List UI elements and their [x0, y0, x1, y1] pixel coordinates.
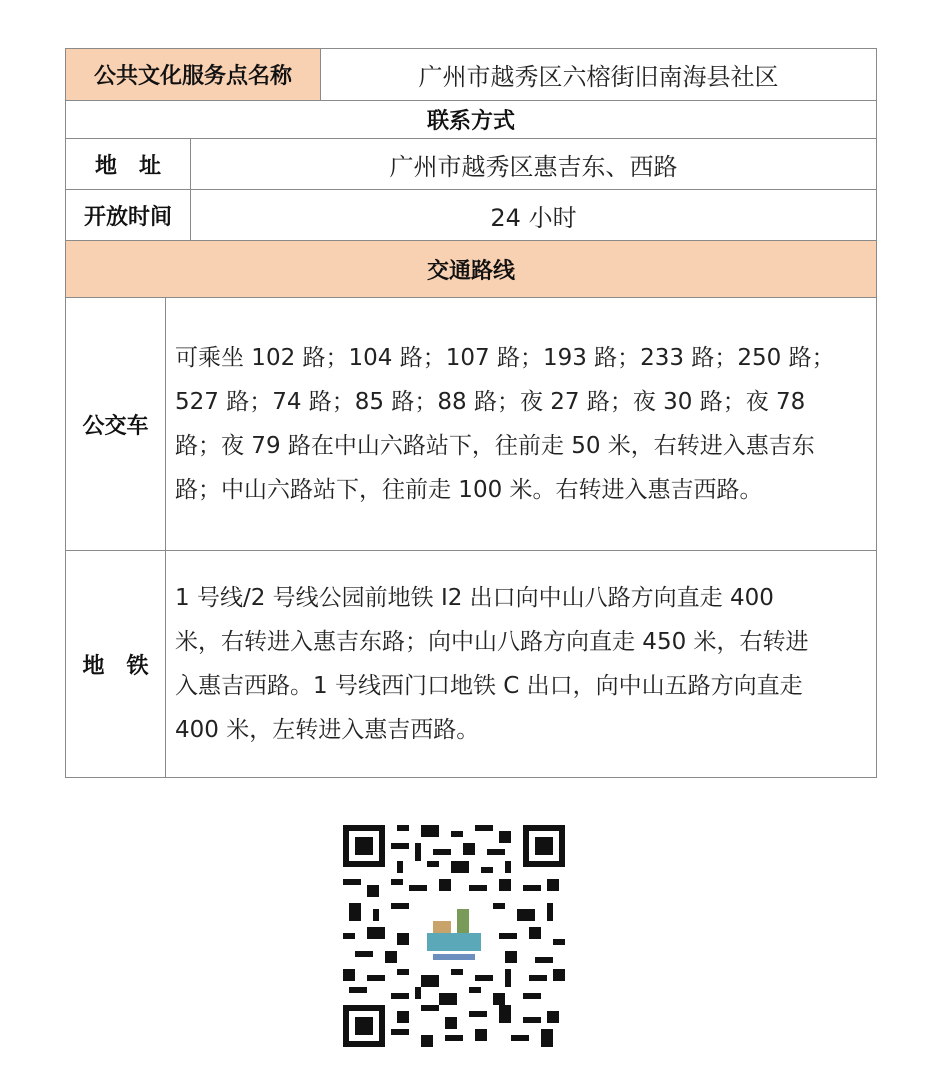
service-name-label: 公共文化服务点名称 — [66, 49, 321, 100]
metro-line: 米，右转进入惠吉东路；向中山八路方向直走 450 米，右转进 — [175, 629, 809, 655]
bus-line: 527 路；74 路；85 路；88 路；夜 27 路；夜 30 路；夜 78 — [175, 389, 806, 415]
hours-label: 开放时间 — [66, 190, 191, 240]
bus-directions — [166, 298, 876, 550]
hours-value: 24 小时 — [490, 203, 577, 232]
transport-header: 交通路线 — [426, 258, 515, 284]
row-service-name — [66, 49, 876, 101]
row-transport-header — [66, 241, 876, 298]
address-value: 广州市越秀区惠吉东、西路 — [389, 152, 678, 181]
bus-line: 可乘坐 102 路；104 路；107 路；193 路；233 路；250 路； — [175, 345, 835, 371]
contact-header: 联系方式 — [426, 109, 515, 134]
row-bus — [66, 298, 876, 551]
info-table — [65, 48, 877, 778]
row-hours — [66, 190, 876, 241]
address-label: 地 址 — [66, 139, 191, 189]
metro-line: 入惠吉西路。1 号线西门口地铁 C 出口，向中山五路方向直走 — [175, 673, 803, 699]
bus-line: 路；夜 79 路在中山六路站下，往前走 50 米，右转进入惠吉东 — [175, 433, 815, 459]
metro-directions — [166, 551, 876, 777]
row-metro — [66, 551, 876, 777]
metro-label: 地 铁 — [66, 551, 166, 777]
row-address — [66, 139, 876, 190]
row-contact-header — [66, 101, 876, 139]
metro-line: 400 米，左转进入惠吉西路。 — [175, 717, 480, 743]
bus-label: 公交车 — [66, 298, 166, 550]
bus-line: 路；中山六路站下，往前走 100 米。右转进入惠吉西路。 — [175, 477, 763, 503]
qr-code-icon — [343, 825, 565, 1047]
metro-line: 1 号线/2 号线公园前地铁 I2 出口向中山八路方向直走 400 — [175, 585, 774, 611]
service-name-value: 广州市越秀区六榕街旧南海县社区 — [418, 63, 779, 91]
